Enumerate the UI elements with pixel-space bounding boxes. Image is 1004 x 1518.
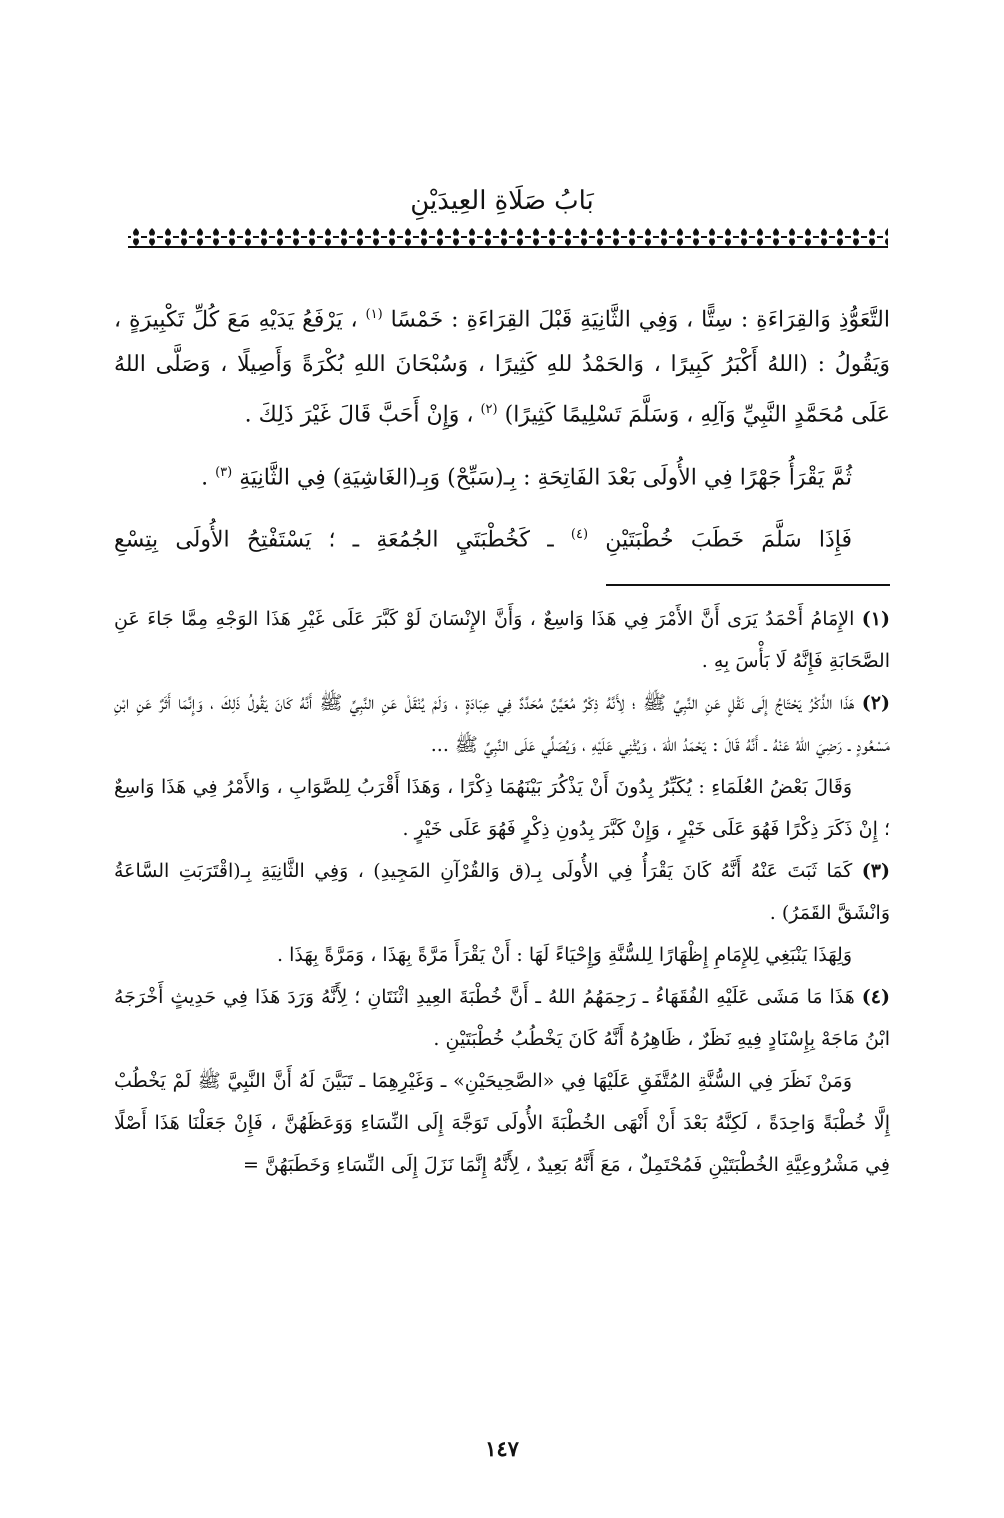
footnote-ref-2[interactable]: (٢): [480, 402, 498, 418]
footnote-2-continued: وَقَالَ بَعْضُ العُلَمَاءِ : يُكَبِّرُ بِدُونَ أَنْ يَذْكُرَ بَيْنَهُمَا ذِكْرًا ، وَهَذَا أَقْرَبُ لِلصَّوَابِ ، وَالأَمْرُ فِي هَذَا وَاسِعٌ ؛ إِنْ ذَكَرَ ذِكْرًا فَهُوَ عَلَى خَيْرٍ ، وَإِنْ كَبَّرَ بِدُونِ ذِكْرٍ فَهُوَ عَلَى خَيْرٍ .: [114, 776, 890, 840]
footnote-number: (١): [861, 608, 891, 630]
footnote-4: [114, 976, 890, 1060]
chapter-title: بَابُ صَلَاةِ العِيدَيْنِ: [410, 186, 594, 216]
footnote-number: (٣): [861, 860, 891, 882]
footnote-text: الإِمَامُ أَحْمَدُ يَرَى أَنَّ الأَمْرَ فِي هَذَا وَاسِعٌ ، وَأَنَّ الإِنْسَانَ لَوْ كَبَّرَ عَلَى غَيْرِ هَذَا الوَجْهِ مِمَّا جَاءَ عَنِ الصَّحَابَةِ فَإِنَّهُ لَا بَأْسَ بِهِ .: [114, 608, 890, 672]
paragraph-text: فَإِذَا سَلَّمَ خَطَبَ خُطْبَتَيْنِ: [605, 527, 853, 553]
main-paragraph-2: [114, 450, 890, 500]
paragraph-text: ، يَرْفَعُ يَدَيْهِ مَعَ كُلِّ تَكْبِيرَةٍ ، وَيَقُولُ : (اللهُ أَكْبَرُ كَبِيرًا ، وَالحَمْدُ للهِ كَثِيرًا ، وَسُبْحَانَ اللهِ بُكْرَةً وَأَصِيلًا ، وَصَلَّى اللهُ عَلَى مُحَمَّدٍ النَّبِيِّ وَآلِهِ ، وَسَلَّمَ تَسْلِيمًا كَثِيرًا): [114, 307, 890, 428]
main-text: [114, 292, 890, 562]
footnotes: [114, 598, 890, 1186]
footnote-4-continued: وَمَنْ نَظَرَ فِي السُّنَّةِ المُتَّفَقِ عَلَيْهَا فِي «الصَّحِيحَيْنِ» ـ وَغَيْرِهِمَا ـ تَبَيَّنَ لَهُ أَنَّ النَّبِيَّ ﷺ لَمْ يَخْطُبْ إِلَّا خُطْبَةً وَاحِدَةً ، لَكِنَّهُ بَعْدَ أَنْ أَنْهَى الخُطْبَةَ الأُولَى تَوَجَّهَ إِلَى النِّسَاءِ وَوَعَظَهُنَّ ، فَإِنْ جَعَلْنَا هَذَا أَصْلًا فِي مَشْرُوعِيَّةِ الخُطْبَتَيْنِ فَمُحْتَمِلٌ ، مَعَ أَنَّهُ بَعِيدٌ ، لِأَنَّهُ إِنَّمَا نَزَلَ إِلَى النِّسَاءِ وَخَطَبَهُنَّ =: [114, 1070, 890, 1176]
paragraph-text: ـ كَخُطْبَتَيِ الجُمُعَةِ ـ ؛ يَسْتَفْتِحُ الأُولَى بِتِسْعِ: [114, 527, 554, 553]
footnote-3-continued: وَلِهَذَا يَنْبَغِي لِلإِمَامِ إِظْهَارًا لِلسُّنَّةِ وَإِحْيَاءً لَهَا : أَنْ يَقْرَأَ مَرَّةً بِهَذَا ، وَمَرَّةً بِهَذَا .: [277, 944, 852, 966]
paragraph-text: ، وَإِنْ أَحَبَّ قَالَ غَيْرَ ذَلِكَ .: [244, 402, 474, 428]
footnote-ref-1[interactable]: (١): [365, 307, 383, 322]
footnote-3: [114, 850, 890, 934]
footnote-number: (٤): [861, 986, 890, 1008]
paragraph-text: ثُمَّ يَقْرَأُ جَهْرًا فِي الأُولَى بَعْدَ الفَاتِحَةِ : بِـ(سَبِّحْ) وَبِـ(الغَاشِيَةِ) فِي الثَّانِيَةِ: [239, 464, 852, 490]
footnote-text: هَذَا الذِّكْرُ يَحْتَاجُ إِلَى نَقْلٍ عَنِ النَّبِيِّ ﷺ ؛ لِأَنَّهُ ذِكْرٌ مُعَيَّنٌ مُحَدَّدٌ فِي عِبَادَةٍ ، وَلَمْ يُنْقَلْ عَنِ النَّبِيِّ ﷺ أَنَّهُ كَانَ يَقُولُ ذَلِكَ ، وَإِنَّمَا أَثَرٌ عَنِ ابْنِ مَسْعُودٍ ـ رَضِيَ اللهُ عَنْهُ ـ أَنَّهُ قَالَ : يَحْمَدُ اللهَ ، وَيُثْنِي عَلَيْهِ ، وَيُصَلِّي عَلَى النَّبِيِّ ﷺ ...: [114, 692, 890, 756]
main-paragraph-1: [114, 292, 890, 438]
footnote-ref-4[interactable]: (٤): [570, 526, 589, 542]
footnote-separator: [606, 584, 890, 586]
footnote-number: (٢): [861, 692, 890, 714]
main-paragraph-3: [114, 512, 890, 562]
paragraph-text: التَّعَوُّذِ وَالقِرَاءَةِ : سِتًّا ، وَفِي الثَّانِيَةِ قَبْلَ القِرَاءَةِ : خَمْسًا: [390, 307, 890, 333]
decorative-border: [128, 226, 888, 248]
footnote-2: [114, 682, 890, 766]
footnote-1: [114, 598, 890, 682]
paragraph-text: .: [201, 464, 209, 490]
page-number: ١٤٧: [485, 1436, 519, 1461]
footnote-text: هَذَا مَا مَشَى عَلَيْهِ الفُقَهَاءُ ـ رَحِمَهُمُ اللهُ ـ أَنَّ خُطْبَةَ العِيدِ اثْنَتَانِ ؛ لِأَنَّهُ وَرَدَ هَذَا فِي حَدِيثٍ أَخْرَجَهُ ابْنُ مَاجَهْ بِإِسْنَادٍ فِيهِ نَظَرٌ ، ظَاهِرُهُ أَنَّهُ كَانَ يَخْطُبُ خُطْبَتَيْنِ .: [114, 986, 890, 1050]
footnote-text: كَمَا ثَبَتَ عَنْهُ أَنَّهُ كَانَ يَقْرَأُ فِي الأُولَى بِـ(ق وَالقُرْآنِ المَجِيدِ) ، وَفِي الثَّانِيَةِ بِـ(اقْتَرَبَتِ السَّاعَةُ وَانْشَقَّ القَمَرُ) .: [114, 860, 890, 924]
footnote-ref-3[interactable]: (٣): [215, 464, 233, 480]
